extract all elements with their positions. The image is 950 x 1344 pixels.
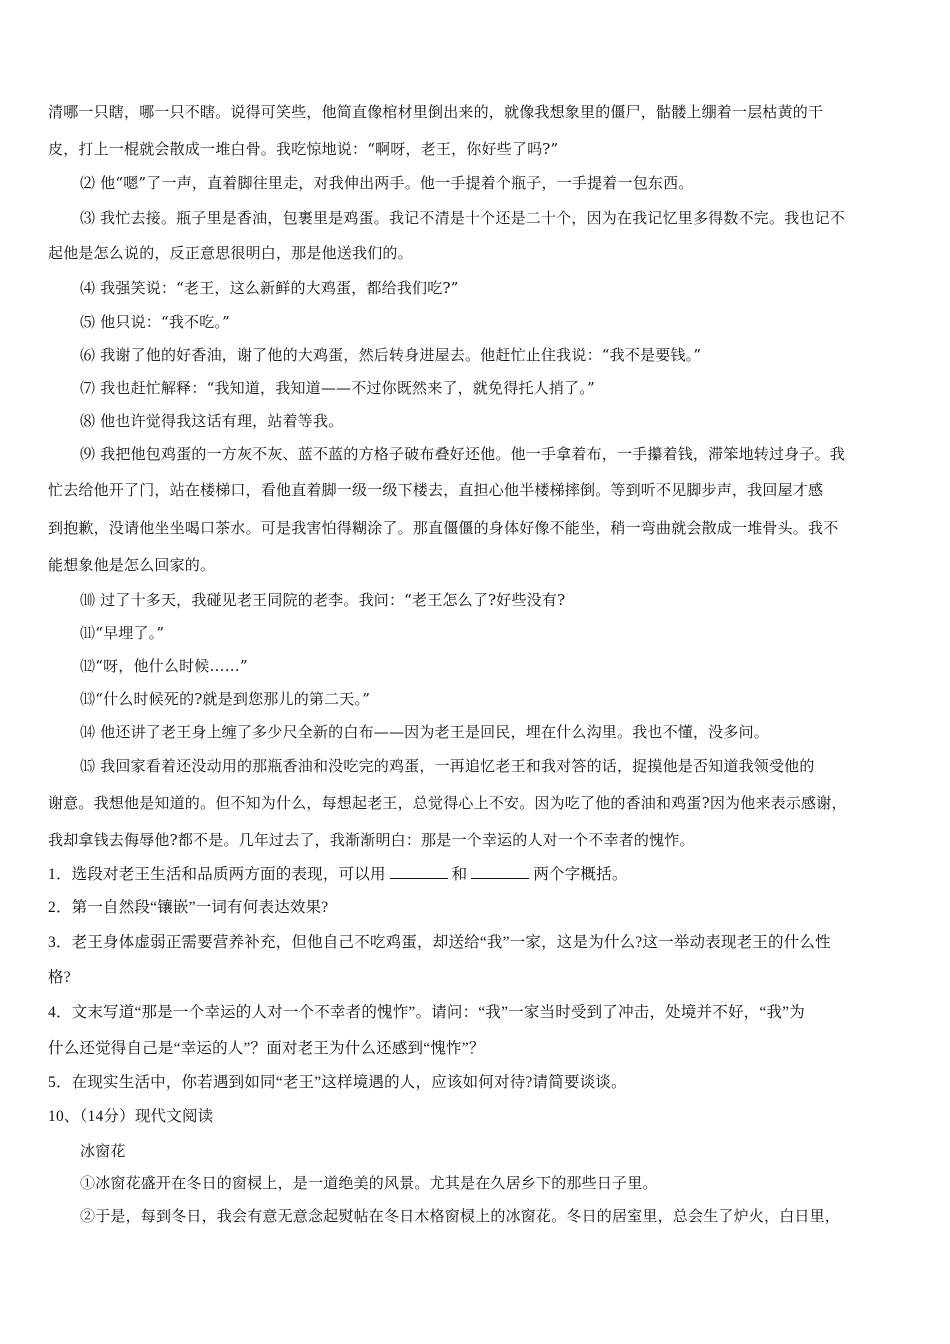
question-1-text: 1．选段对老王生活和品质两方面的表现，可以用	[48, 866, 386, 883]
paragraph-13: ⒀“什么时候死的?就是到您那儿的第二天。”	[80, 690, 371, 708]
paragraph-8: ⑻ 他也许觉得我这话有理，站着等我。	[80, 412, 344, 430]
question-3-cont: 格?	[48, 969, 71, 986]
paragraph-3-cont: 起他是怎么说的，反正意思很明白，那是他送我们的。	[48, 244, 413, 262]
article-title: 冰窗花	[80, 1142, 126, 1160]
paragraph-15: ⒂ 我回家看着还没动用的那瓶香油和没吃完的鸡蛋，一再追忆老王和我对答的话，捉摸他是否知道我领受他的	[80, 757, 815, 775]
story-line: 皮，打上一棍就会散成一堆白骨。我吃惊地说：“啊呀，老王，你好些了吗?”	[48, 140, 559, 158]
question-4: 4．文末写道“那是一个幸运的人对一个不幸者的愧怍”。请问：“我”一家当时受到了冲击，处境并不好，“我”为	[48, 1004, 805, 1021]
question-1-tail: 两个字概括。	[533, 866, 628, 883]
paragraph-5: ⑸ 他只说：“我不吃。”	[80, 313, 231, 331]
paragraph-10: ⑽ 过了十多天，我碰见老王同院的老李。我问：“老王怎么了?好些没有?	[80, 591, 566, 609]
paragraph-11: ⑾“早埋了。”	[80, 624, 165, 642]
paragraph-14: ⒁ 他还讲了老王身上缠了多少尺全新的白布——因为老王是回民，埋在什么沟里。我也不懂，没多问。	[80, 723, 769, 741]
paragraph-6: ⑹ 我谢了他的好香油，谢了他的大鸡蛋，然后转身进屋去。他赶忙止住我说：“我不是要钱。”	[80, 346, 702, 364]
paragraph-9-cont: 到抱歉，没请他坐坐喝口茶水。可是我害怕得糊涂了。那直僵僵的身体好像不能坐，稍一弯曲就会散成一堆骨头。我不	[48, 519, 839, 537]
question-5: 5．在现实生活中，你若遇到如同“老王”这样境遇的人，应该如何对待?请简要谈谈。	[48, 1074, 627, 1091]
paragraph-12: ⑿“呀，他什么时候……”	[80, 657, 248, 675]
question-1	[48, 864, 908, 885]
paragraph-15-cont: 我却拿钱去侮辱他?都不是。几年过去了，我渐渐明白：那是一个幸运的人对一个不幸者的愧怍。	[48, 831, 695, 849]
paragraph-2: ⑵ 他“嗯”了一声，直着脚往里走，对我伸出两手。他一手提着个瓶子，一手提着一包东西。	[80, 174, 694, 192]
question-2: 2．第一自然段“镶嵌”一词有何表达效果?	[48, 899, 329, 916]
answer-blank[interactable]	[471, 864, 529, 879]
paragraph-3: ⑶ 我忙去接。瓶子里是香油，包裹里是鸡蛋。我记不清是十个还是二十个，因为在我记忆里多得数不完。我也记不	[80, 209, 845, 227]
paragraph-9: ⑼ 我把他包鸡蛋的一方灰不灰、蓝不蓝的方格子破布叠好还他。他一手拿着布，一手攥着钱，滞笨地转过身子。我	[80, 445, 845, 463]
answer-blank[interactable]	[390, 864, 448, 879]
story-line: 清哪一只瞎，哪一只不瞎。说得可笑些，他简直像棺材里倒出来的，就像我想象里的僵尸，骷髅上绷着一层枯黄的干	[48, 103, 824, 121]
paragraph-9-cont: 忙去给他开了门，站在楼梯口，看他直着脚一级一级下楼去，直担心他半楼梯摔倒。等到听不见脚步声，我回屋才感	[48, 481, 824, 499]
article-paragraph-2: ②于是，每到冬日，我会有意无意念起熨帖在冬日木格窗棂上的冰窗花。冬日的居室里，总会生了炉火，白日里，	[80, 1207, 841, 1225]
paragraph-15-cont: 谢意。我想他是知道的。但不知为什么，每想起老王，总觉得心上不安。因为吃了他的香油和鸡蛋?因为他来表示感谢，	[48, 794, 847, 812]
question-3: 3．老王身体虚弱正需要营养补充，但他自己不吃鸡蛋，却送给“我”一家，这是为什么?这一举动表现老王的什么性	[48, 934, 831, 951]
paragraph-7: ⑺ 我也赶忙解释：“我知道，我知道——不过你既然来了，就免得托人捎了。”	[80, 379, 595, 397]
section-10-header: 10、（14分）现代文阅读	[48, 1108, 214, 1125]
question-4-cont: 什么还觉得自己是“幸运的人”？面对老王为什么还感到“愧怍”？	[48, 1040, 485, 1057]
question-1-and: 和	[451, 866, 468, 883]
article-paragraph-1: ①冰窗花盛开在冬日的窗棂上，是一道绝美的风景。尤其是在久居乡下的那些日子里。	[80, 1174, 658, 1192]
paragraph-9-cont: 能想象他是怎么回家的。	[48, 556, 216, 574]
paragraph-4: ⑷ 我强笑说：“老王，这么新鲜的大鸡蛋，都给我们吃?”	[80, 279, 459, 297]
